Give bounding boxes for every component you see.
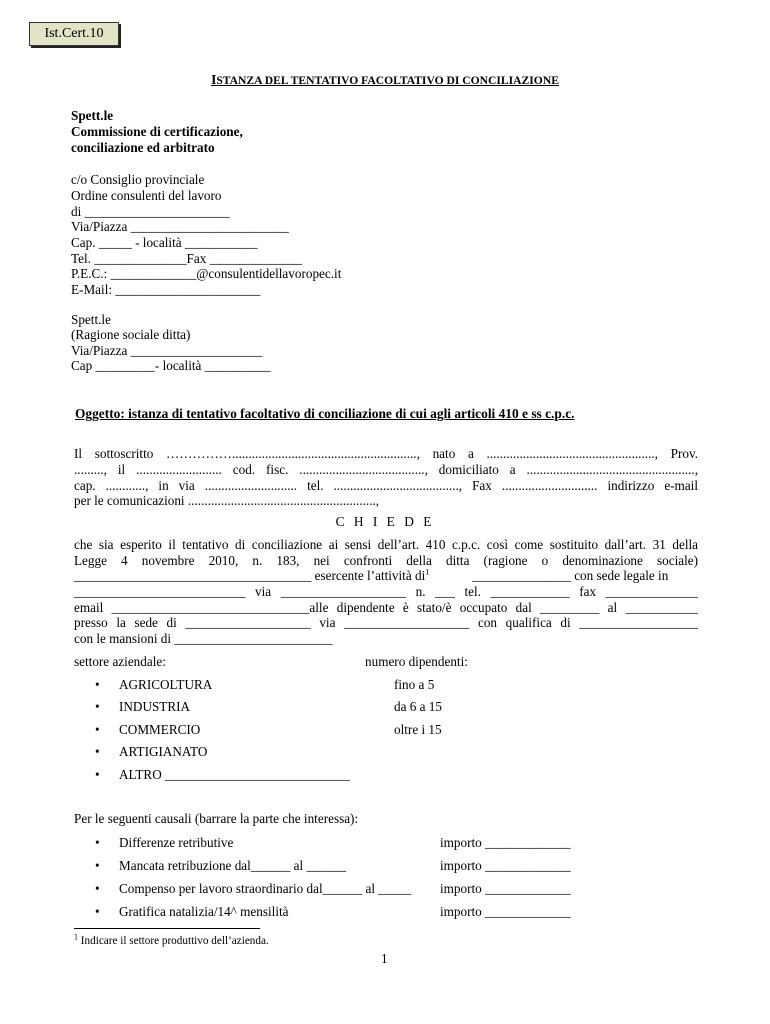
signer-line: per le comunicazioni ........................................................., bbox=[74, 493, 380, 508]
request-line: _______________ con sede legale in bbox=[472, 568, 669, 583]
page-number: 1 bbox=[381, 951, 388, 966]
cause-item: • Compenso per lavoro straordinario dal______ al _____ bbox=[119, 881, 411, 897]
cause-amount: importo _____________ bbox=[440, 904, 571, 919]
recipient-line: P.E.C.: _____________@consulentidellavoropec.it bbox=[71, 266, 342, 281]
request-line: __________________________ via ___________________ n. ___ tel. ____________ fax ______________ bbox=[74, 584, 698, 599]
employees-option: da 6 a 15 bbox=[394, 699, 442, 714]
cause-amount: importo _____________ bbox=[440, 858, 571, 873]
request-heading: C H I E D E bbox=[335, 514, 435, 529]
request-line: con le mansioni di ________________________ bbox=[74, 631, 333, 646]
cause-item: • Differenze retributive bbox=[119, 835, 233, 851]
recipient-line: di ______________________ bbox=[71, 204, 230, 219]
recipient-line: Ordine consulenti del lavoro bbox=[71, 188, 222, 203]
subject-line: Oggetto: istanza di tentativo facoltativo di conciliazione di cui agli articoli 410 e ss c.p.c. bbox=[75, 406, 575, 421]
cause-amount: importo _____________ bbox=[440, 881, 571, 896]
footnote-reference: 1 bbox=[425, 567, 430, 577]
company-line: (Ragione sociale ditta) bbox=[71, 327, 191, 342]
recipient-line: Tel. ______________Fax ______________ bbox=[71, 251, 302, 266]
page-title: ISTANZA DEL TENTATIVO FACOLTATIVO DI CONCILIAZIONE bbox=[211, 72, 559, 87]
causes-label: Per le seguenti causali (barrare la parte che interessa): bbox=[74, 811, 359, 826]
sector-option: • ARTIGIANATO bbox=[119, 744, 207, 760]
employees-option: fino a 5 bbox=[394, 677, 435, 692]
recipient-heading-2: Commissione di certificazione, bbox=[71, 124, 243, 139]
sector-option: • AGRICOLTURA bbox=[119, 677, 212, 693]
request-line: Legge 4 novembre 2010, n. 183, nei confronti della ditta (ragione o denominazione sociale) bbox=[74, 553, 698, 568]
company-line: Via/Piazza ____________________ bbox=[71, 343, 263, 358]
recipient-line: Via/Piazza ________________________ bbox=[71, 219, 289, 234]
employees-label: numero dipendenti: bbox=[365, 654, 468, 669]
employees-option: oltre i 15 bbox=[394, 722, 442, 737]
request-line: ____________________________________ esercente l’attività $di^1$ bbox=[74, 567, 430, 583]
recipient-line: E-Mail: ______________________ bbox=[71, 282, 261, 297]
recipient-line: c/o Consiglio provinciale bbox=[71, 172, 205, 187]
recipient-heading-3: conciliazione ed arbitrato bbox=[71, 140, 215, 155]
signer-line: Il sottoscritto ……………........................................................, nato a ..................................................., Prov. bbox=[74, 446, 698, 461]
footnote-divider bbox=[74, 928, 260, 929]
sector-option: • ALTRO ____________________________ bbox=[119, 767, 350, 783]
recipient-line: Cap. _____ - località ___________ bbox=[71, 235, 258, 250]
cause-item: • Gratifica natalizia/14^ mensilità bbox=[119, 904, 289, 920]
document-code-badge: Ist.Cert.10 bbox=[29, 22, 119, 46]
request-line: presso la sede di ___________________ via ___________________ con qualifica di __________________ bbox=[74, 615, 698, 630]
sector-option: • INDUSTRIA bbox=[119, 699, 190, 715]
signer-line: cap. ............, in via ............................ tel. ......................................, Fax ............................. indirizzo e-mail bbox=[74, 478, 698, 493]
cause-amount: importo _____________ bbox=[440, 835, 571, 850]
signer-line: ........., il .......................... cod. fisc. ......................................, domiciliato a ..................................................., bbox=[74, 462, 698, 477]
sector-label: settore aziendale: bbox=[74, 654, 166, 669]
sector-option: • COMMERCIO bbox=[119, 722, 200, 738]
recipient-heading-1: Spett.le bbox=[71, 108, 114, 123]
footnote: $^1$ Indicare il settore produttivo dell’azienda. bbox=[74, 932, 269, 947]
cause-item: • Mancata retribuzione dal______ al ______ bbox=[119, 858, 346, 874]
company-line: Cap _________- località __________ bbox=[71, 358, 271, 373]
company-line: Spett.le bbox=[71, 312, 111, 327]
request-line: email ______________________________alle dipendente è stato/è occupato dal _________ al ___________ bbox=[74, 600, 698, 615]
request-line: che sia esperito il tentativo di conciliazione ai sensi dell’art. 410 c.p.c. così come sostituito dall’art. 31 della bbox=[74, 537, 698, 552]
